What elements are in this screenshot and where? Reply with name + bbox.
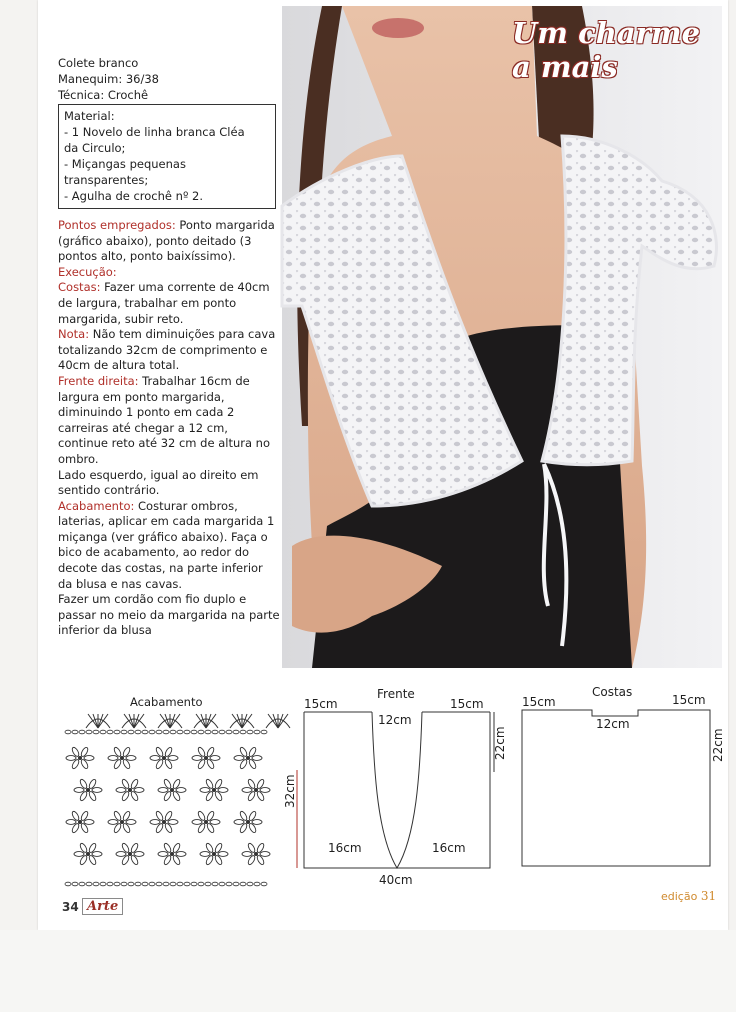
chain-stitch [233,882,239,886]
edging-fan [230,714,254,728]
project-meta [58,55,278,103]
front-schematic [283,687,507,887]
edging-fan [86,714,110,728]
chain-stitch [226,730,232,734]
petal [210,756,220,761]
bead-marker [78,820,82,824]
petal [242,852,252,857]
project-technique: Técnica: Crochê [58,88,149,102]
chain-stitch [100,882,106,886]
instructions [58,218,280,639]
fan-stitch [242,714,247,728]
chain-stitch [240,730,246,734]
petal [200,788,210,793]
material-item: da Circulo; [64,141,126,155]
chain-stitch [240,882,246,886]
bead-marker [246,756,250,760]
material-box [58,104,276,209]
front-title: Frente [377,687,415,701]
petal [108,756,118,761]
nota-text: Não tem diminuições para cava totalizando 32cm de comprimento e 40cm de altura total. [58,327,276,373]
margarida-stitch [200,842,228,865]
chain-stitch [65,882,71,886]
edging-fan [122,714,146,728]
headline-line-1: Um charme [512,16,701,50]
petal [66,820,76,825]
bead-marker [170,788,174,792]
chain-stitch [205,730,211,734]
petal [234,756,244,761]
petal [242,788,252,793]
costas-paragraph [58,280,280,327]
bead-marker [162,756,166,760]
bead-marker [170,852,174,856]
flower-grid [65,746,270,885]
chain-stitch [121,882,127,886]
chain-stitch [135,730,141,734]
petal [84,820,94,825]
chain-stitch [142,730,148,734]
execucao-label: Execução: [58,264,117,279]
material-item: - Agulha de crochê nº 2. [64,189,203,203]
petal [92,788,102,793]
back-schematic [522,685,725,866]
edging-fan [194,714,218,728]
chain-stitch [261,882,267,886]
chain-stitch [79,730,85,734]
margarida-stitch [116,778,144,801]
model-illustration [282,6,722,668]
chain-stitch [184,882,190,886]
material-item: - Miçangas pequenas [64,157,186,171]
bead-marker [120,756,124,760]
fan-stitch [93,714,98,728]
material-item: - 1 Novelo de linha branca Cléa [64,125,245,139]
scan-margin [0,930,736,1012]
headline-line-2: a mais [512,50,618,84]
front-neckline [372,712,422,868]
margarida-stitch [150,746,178,769]
chain-stitch [247,730,253,734]
bead-marker [86,852,90,856]
chain-stitch [191,730,197,734]
chain-stitch [100,730,106,734]
petal [252,756,262,761]
bead-marker [212,788,216,792]
chain-stitch [107,882,113,886]
chain-stitch [156,730,162,734]
petal [74,852,84,857]
margarida-stitch [66,746,94,769]
chain-stitch [163,730,169,734]
petal [210,820,220,825]
petal [176,852,186,857]
frente-paragraph [58,374,280,468]
petal [252,820,262,825]
back-armhole-depth: 22cm [711,728,725,762]
back-outline [522,710,710,866]
petal [150,756,160,761]
margarida-stitch [116,842,144,865]
chain-stitch [86,730,92,734]
bead-marker [204,820,208,824]
chain-stitch [163,882,169,886]
acabamento-label: Acabamento: [58,498,135,513]
margarida-stitch [108,746,136,769]
bead-marker [254,852,258,856]
chain-stitch [93,882,99,886]
petal [168,756,178,761]
material-heading: Material: [64,109,115,123]
pontos-label: Pontos empregados: [58,218,176,232]
margarida-stitch [158,778,186,801]
chain-stitch [72,882,78,886]
front-right-shoulder: 15cm [450,697,484,711]
project-title: Colete branco [58,56,139,70]
chain-stitch [93,730,99,734]
chain-stitch [128,730,134,734]
petal [134,788,144,793]
edging-row [65,714,290,734]
petal [168,820,178,825]
headline [512,16,722,84]
fan-stitch [237,714,242,728]
edition-label [661,889,716,903]
fan-stitch [129,714,134,728]
margarida-stitch [108,810,136,833]
bead-marker [212,852,216,856]
petal [134,852,144,857]
chain-stitch [156,882,162,886]
bead-marker [254,788,258,792]
petal [200,852,210,857]
chain-stitch [86,882,92,886]
chain-stitch [149,730,155,734]
edition-number: 31 [700,889,717,903]
pontos-paragraph [58,218,280,265]
chain-stitch [121,730,127,734]
crochet-stitch-chart [56,708,280,890]
petal [74,788,84,793]
margarida-stitch [74,778,102,801]
petal [126,756,136,761]
bead-marker [246,820,250,824]
front-left-bottom: 16cm [328,841,362,855]
acabamento-paragraph [58,499,280,593]
acabamento-text: Costurar ombros, laterias, aplicar em cada margarida 1 miçanga (ver gráfico abaixo). Faça o bico de acabamento, ao redor do decote das costas, na parte inferior da blusa e nas cavas. [58,498,275,591]
fan-stitch [170,714,175,728]
bead-marker [162,820,166,824]
bead-marker [204,756,208,760]
petal [260,852,270,857]
margarida-stitch [242,842,270,865]
margarida-stitch [150,810,178,833]
petal [116,788,126,793]
pontos-text: Ponto margarida (gráfico abaixo), ponto deitado (3 pontos alto, ponto baixíssimo). [58,218,275,264]
costas-text: Fazer uma corrente de 40cm de largura, trabalhar em ponto margarida, subir reto. [58,280,270,326]
chain-stitch [226,882,232,886]
chain-stitch [79,882,85,886]
chain-stitch [170,730,176,734]
margarida-stitch [242,778,270,801]
petal [84,756,94,761]
crochet-chart-title: Acabamento [130,695,203,709]
petal [176,788,186,793]
chain-stitch [233,730,239,734]
chain-stitch [212,730,218,734]
project-size: Manequim: 36/38 [58,72,159,86]
margarida-stitch [192,810,220,833]
front-right-bottom: 16cm [432,841,466,855]
chain-stitch [254,882,260,886]
execucao-paragraph [58,265,280,281]
petal [158,852,168,857]
chain-stitch [114,882,120,886]
back-right-shoulder: 15cm [672,693,706,707]
chain-stitch [177,882,183,886]
front-armhole-depth: 22cm [493,726,507,760]
bead-marker [86,788,90,792]
frente-label: Frente direita: [58,373,139,388]
petal [116,852,126,857]
petal [260,788,270,793]
back-neck-width: 12cm [596,717,630,731]
petal [158,788,168,793]
chain-stitch [135,882,141,886]
margarida-stitch [234,810,262,833]
fan-stitch [206,714,211,728]
fan-stitch [273,714,278,728]
chain-stitch [219,730,225,734]
lips [372,18,424,38]
model-photo [282,6,722,668]
chain-stitch [65,730,71,734]
back-left-shoulder: 15cm [522,695,556,709]
fan-stitch [201,714,206,728]
margarida-stitch [74,842,102,865]
petal [108,820,118,825]
edging-fan [158,714,182,728]
chain-stitch [128,882,134,886]
chain-stitch [212,882,218,886]
chain-stitch [198,882,204,886]
chain-stitch [107,730,113,734]
chain-stitch [170,882,176,886]
bead-marker [120,820,124,824]
arte-logo: Arte [82,898,123,915]
front-total-width: 40cm [379,873,413,887]
cordao-paragraph: Fazer um cordão com fio duplo e passar no meio da margarida na parte inferior da blusa [58,592,280,638]
nota-label: Nota: [58,327,90,342]
fan-stitch [165,714,170,728]
margarida-stitch [200,778,228,801]
nota-paragraph [58,327,280,374]
chain-stitch [261,730,267,734]
costas-label: Costas: [58,280,101,295]
chain-stitch [149,882,155,886]
chain-stitch [205,882,211,886]
petal [66,756,76,761]
petal [218,788,228,793]
margarida-stitch [158,842,186,865]
chain-stitch [142,882,148,886]
fan-stitch [98,714,103,728]
back-title: Costas [592,685,633,699]
sizing-schematic [282,676,725,890]
petal [234,820,244,825]
bead-marker [128,852,132,856]
bead-marker [78,756,82,760]
front-neck-width: 12cm [378,713,412,727]
chain-stitch [184,730,190,734]
edition-word: edição [661,890,698,903]
frente-text: Trabalhar 16cm de largura em ponto margarida, diminuindo 1 ponto em cada 2 carreiras até chegar a 12 cm, continue reto até 32 cm de altura no ombro. [58,373,270,466]
chain-stitch [72,730,78,734]
petal [192,756,202,761]
chain-stitch [114,730,120,734]
chain-stitch [177,730,183,734]
bead-marker [128,788,132,792]
petal [192,820,202,825]
margarida-stitch [234,746,262,769]
fan-stitch [134,714,139,728]
petal [150,820,160,825]
chain-stitch [191,882,197,886]
chain-stitch [219,882,225,886]
margarida-stitch [192,746,220,769]
lado-paragraph: Lado esquerdo, igual ao direito em sentido contrário. [58,467,259,498]
front-height: 32cm [283,774,297,808]
petal [92,852,102,857]
petal [126,820,136,825]
chain-stitch [247,882,253,886]
material-item: transparentes; [64,173,149,187]
margarida-stitch [66,810,94,833]
chain-stitch [254,730,260,734]
front-left-shoulder: 15cm [304,697,338,711]
chain-stitch [198,730,204,734]
petal [218,852,228,857]
page-number: 34 [62,900,79,914]
